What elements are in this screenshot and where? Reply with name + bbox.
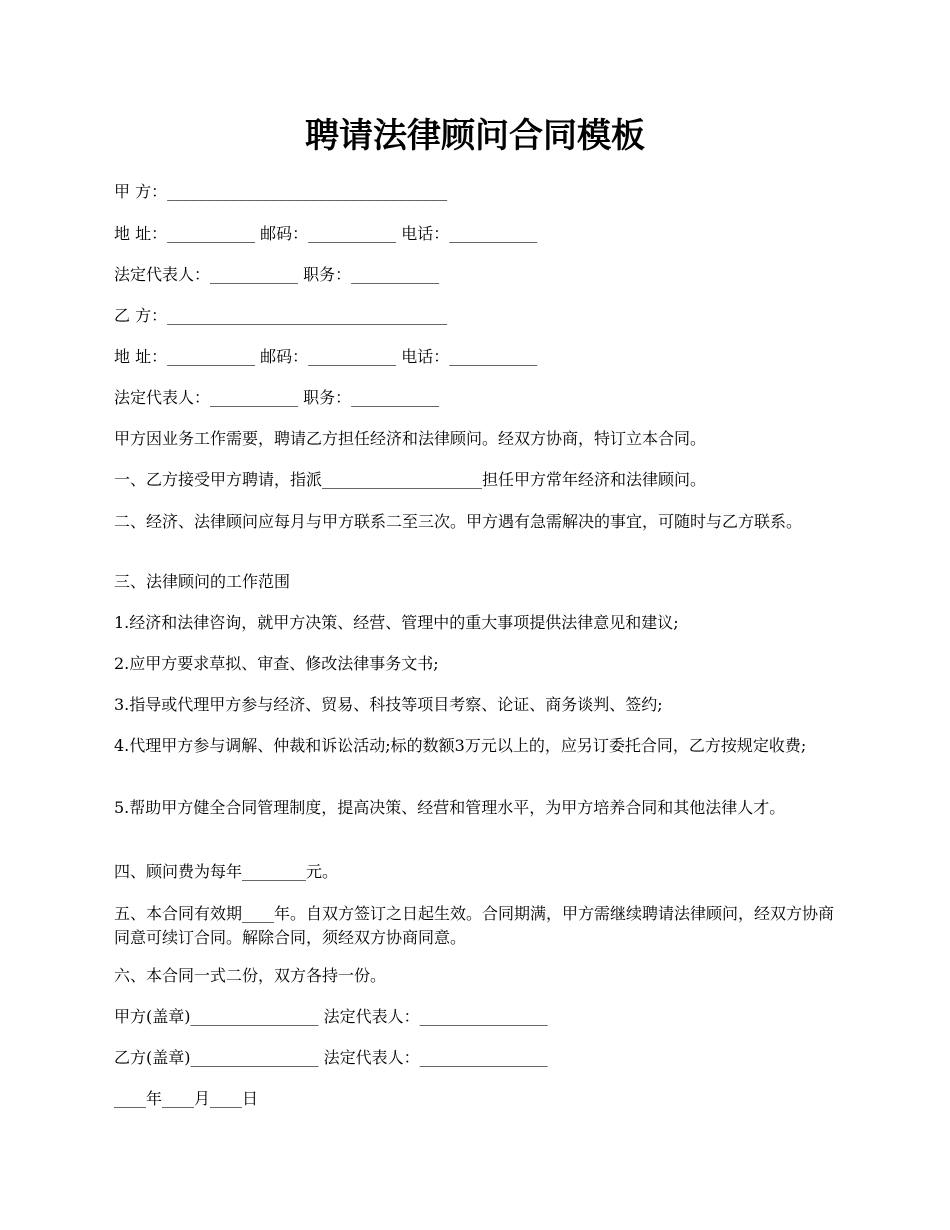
party-a-representative-line: 法定代表人：___________ 职务：___________ bbox=[114, 265, 440, 284]
scope-item-5: 5.帮助甲方健全合同管理制度，提高决策、经营和管理水平，为甲方培养合同和其他法律人才。 bbox=[114, 798, 786, 817]
party-a-address-line: 地 址：___________ 邮码：___________ 电话：___________ bbox=[114, 224, 538, 243]
party-a-line: 甲 方：___________________________________ bbox=[114, 182, 448, 201]
clause-6: 六、本合同一式二份，双方各持一份。 bbox=[114, 966, 387, 985]
clause-3-heading: 三、法律顾问的工作范围 bbox=[114, 572, 291, 591]
party-b-signature-line: 乙方(盖章)________________ 法定代表人：________________ bbox=[114, 1048, 548, 1067]
clause-1: 一、乙方接受甲方聘请，指派____________________担任甲方常年经济和法律顾问。 bbox=[114, 470, 707, 489]
party-b-representative-line: 法定代表人：___________ 职务：___________ bbox=[114, 388, 440, 407]
preamble-paragraph: 甲方因业务工作需要，聘请乙方担任经济和法律顾问。经双方协商，特订立本合同。 bbox=[114, 429, 707, 448]
clause-2: 二、经济、法律顾问应每月与甲方联系二至三次。甲方遇有急需解决的事宜，可随时与乙方联系。 bbox=[114, 512, 803, 531]
scope-item-2: 2.应甲方要求草拟、审查、修改法律事务文书; bbox=[114, 654, 439, 673]
party-b-line: 乙 方：___________________________________ bbox=[114, 306, 448, 325]
document-title: 聘请法律顾问合同模板 bbox=[305, 116, 645, 156]
party-b-address-line: 地 址：___________ 邮码：___________ 电话：___________ bbox=[114, 347, 538, 366]
clause-4: 四、顾问费为每年________元。 bbox=[114, 862, 339, 881]
scope-item-3: 3.指导或代理甲方参与经济、贸易、科技等项目考察、论证、商务谈判、签约; bbox=[114, 695, 663, 714]
party-a-signature-line: 甲方(盖章)________________ 法定代表人：________________ bbox=[114, 1007, 548, 1026]
clause-5: 五、本合同有效期____年。自双方签订之日起生效。合同期满，甲方需继续聘请法律顾问，经双方协商同意可续订合同。解除合同，须经双方协商同意。 bbox=[114, 904, 835, 947]
date-line: ____年____月____日 bbox=[114, 1089, 259, 1108]
scope-item-4: 4.代理甲方参与调解、仲裁和诉讼活动;标的数额3万元以上的，应另订委托合同，乙方按规定收费; bbox=[114, 736, 807, 755]
scope-item-1: 1.经济和法律咨询，就甲方决策、经营、管理中的重大事项提供法律意见和建议; bbox=[114, 613, 679, 632]
